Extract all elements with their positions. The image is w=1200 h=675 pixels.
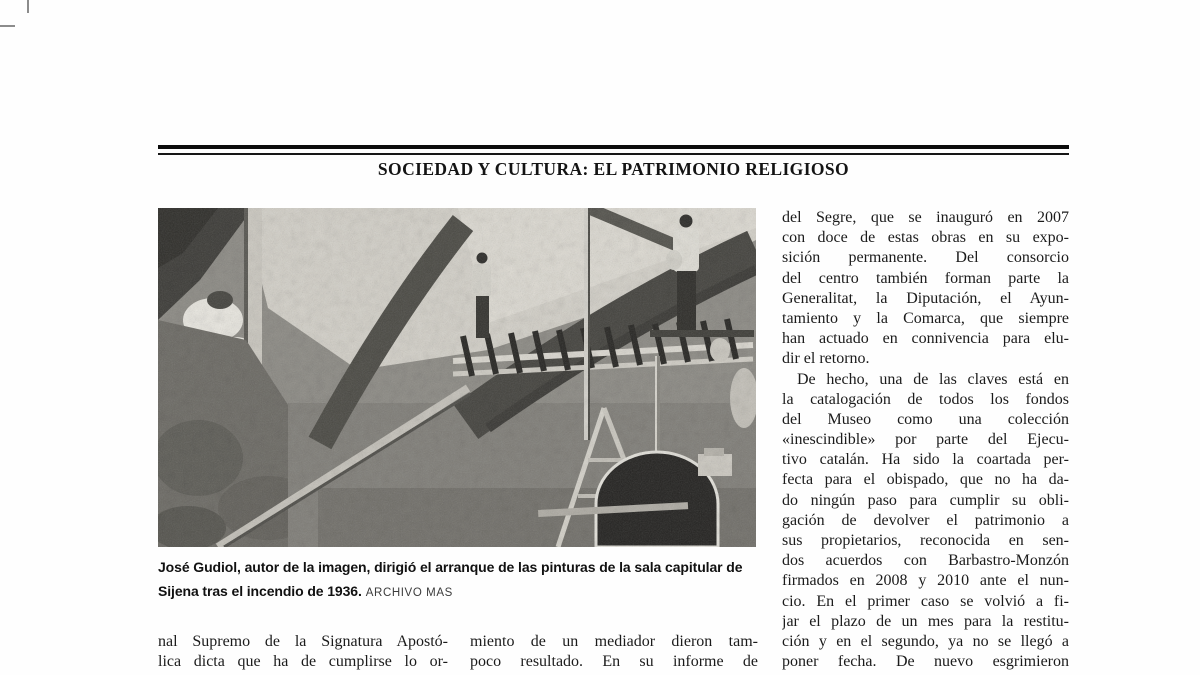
text-line: cio. En el primer caso se volvió a fi-	[782, 592, 1069, 610]
bottom-left-column	[158, 632, 448, 675]
text-line: gación de devolver el patrimonio a	[782, 511, 1069, 529]
text-line: han actuado en connivencia para elu-	[782, 330, 1069, 348]
text-line: del Museo como una colección	[782, 410, 1069, 428]
text-line: dir el retorno.	[782, 350, 870, 368]
text-line: del centro también forman parte la	[782, 269, 1069, 287]
text-line: do ningún paso para cumplir su obli-	[782, 491, 1069, 509]
section-rule-thick	[158, 145, 1069, 149]
text-line: tamiento y la Comarca, que siempre	[782, 309, 1069, 327]
photo-caption	[158, 555, 759, 605]
photo-illustration	[158, 208, 756, 547]
photo-credit: ARCHIVO MAS	[365, 587, 453, 599]
text-line: poner fecha. De nuevo esgrimieron	[782, 653, 1069, 671]
text-line: con doce de estas obras en su expo-	[782, 229, 1069, 247]
right-column	[782, 208, 1069, 675]
text-line: del Segre, que se inauguró en 2007	[782, 209, 1069, 226]
article-photo	[158, 208, 756, 547]
text-line: la catalogación de todos los fondos	[782, 390, 1069, 408]
text-line: poco resultado. En su informe de	[470, 653, 758, 671]
text-line: lica dicta que ha de cumplirse lo or-	[158, 653, 448, 671]
text-line: miento de un mediador dieron tam-	[470, 633, 758, 650]
crop-mark-horizontal	[0, 25, 15, 27]
text-line: sición permanente. Del consorcio	[782, 249, 1069, 267]
section-header: SOCIEDAD Y CULTURA: EL PATRIMONIO RELIGIOSO	[377, 159, 850, 179]
crop-mark-vertical	[27, 0, 29, 13]
photo-caption-text: José Gudiol, autor de la imagen, dirigió el arranque de las pinturas de la sala capitular de Sijena tras el incendio de 1936.	[158, 559, 743, 599]
text-line: De hecho, una de las claves está en	[797, 370, 1069, 388]
bottom-middle-column	[470, 632, 758, 675]
text-line: jar el plazo de un mes para la restitu-	[782, 612, 1069, 630]
text-line: Generalitat, la Diputación, el Ayun-	[782, 289, 1069, 307]
text-line: tivo catalán. Ha sido la coartada per-	[782, 451, 1069, 469]
text-line: «inescindible» por parte del Ejecu-	[782, 431, 1069, 449]
text-line: ción y en el segundo, ya no se llegó a	[782, 632, 1069, 650]
text-line: firmados en 2008 y 2010 ante el nun-	[782, 572, 1069, 590]
text-line: nal Supremo de la Signatura Apostó-	[158, 633, 448, 650]
text-line: fecta para el obispado, que no ha da-	[782, 471, 1069, 489]
text-line: dos acuerdos con Barbastro-Monzón	[782, 552, 1069, 570]
text-line: sus propietarios, reconocida en sen-	[782, 532, 1069, 549]
section-rule-thin	[158, 153, 1069, 155]
